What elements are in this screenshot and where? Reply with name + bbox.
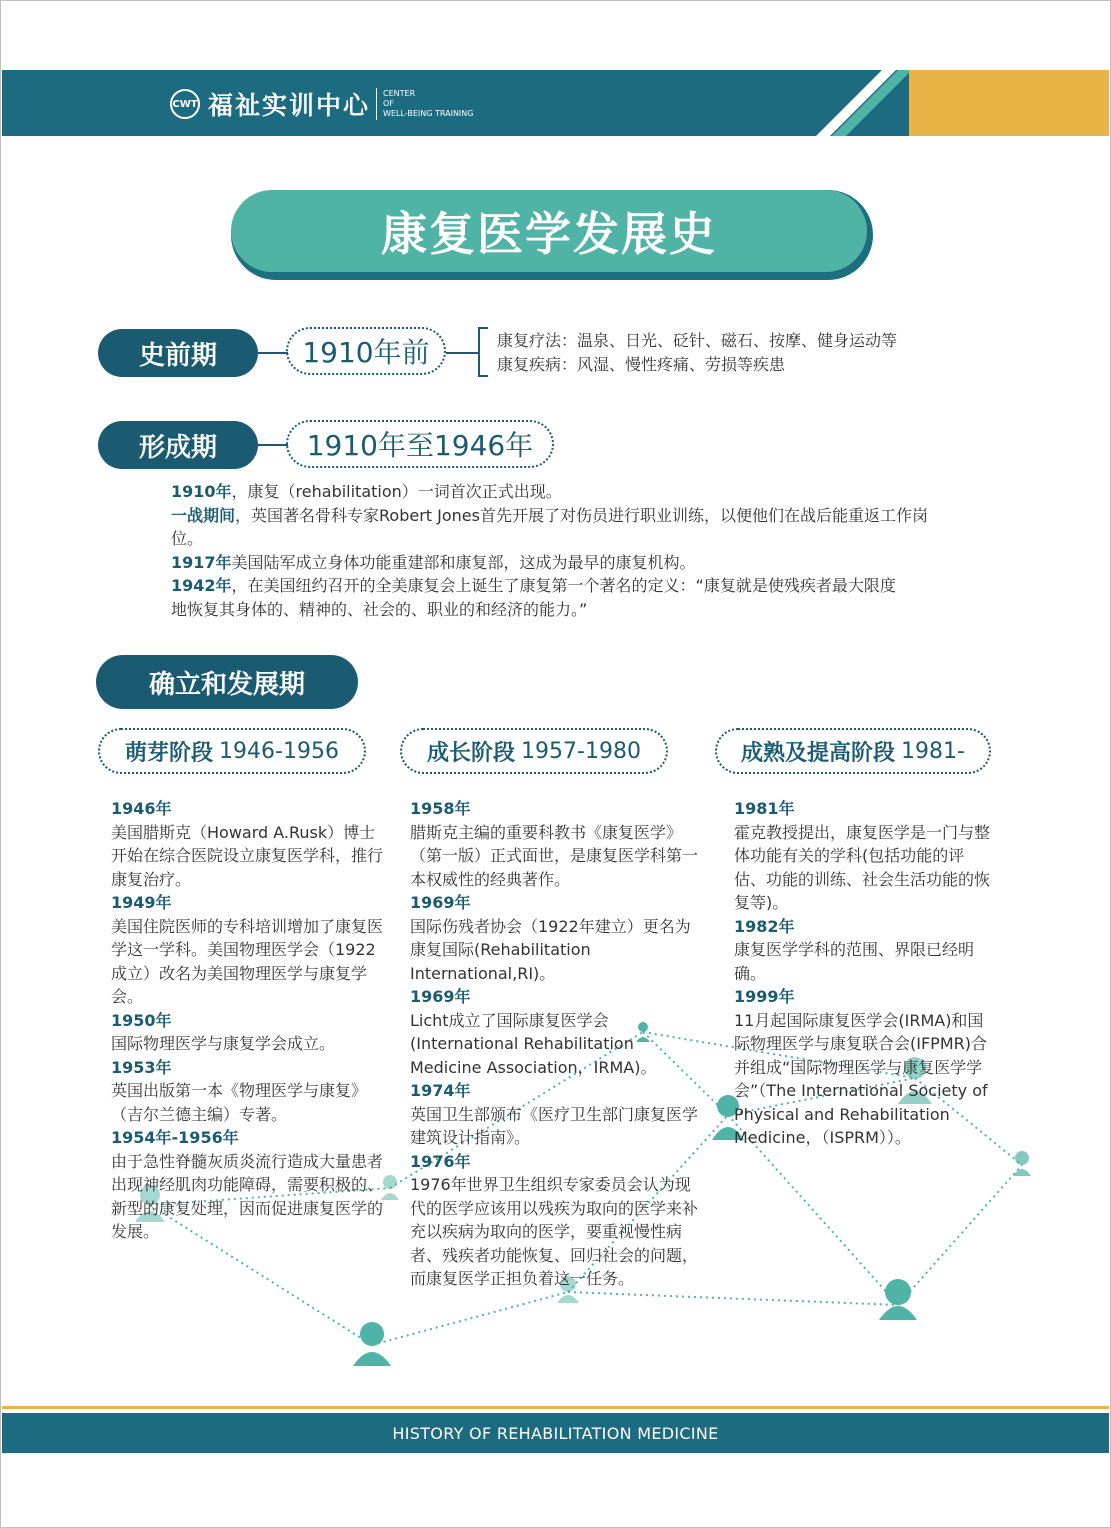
prehistoric-description: 康复疗法：温泉、日光、砭针、磁石、按摩、健身运动等 康复疾病：风湿、慢性疼痛、劳损等疾患 — [497, 331, 898, 374]
event-year: 1946年 — [111, 799, 172, 818]
event-text: 美国住院医师的专科培训增加了康复医学这一学科。美国物理医学会（1922成立）改名为美国物理医学与康复学会。 — [111, 916, 384, 1006]
event-text: 英国卫生部颁布《医疗卫生部门康复医学建筑设计指南》。 — [410, 1104, 699, 1147]
event-text: 国际物理医学与康复学会成立。 — [111, 1034, 336, 1053]
section-label-development: 确立和发展期 — [96, 655, 358, 709]
event-text: 康复医学学科的范围、界限已经明确。 — [734, 940, 975, 983]
event-text: 1976年世界卫生组织专家委员会认为现代的医学应该用以残疾为取向的医学来补充以疾病为取向的医学，要重视慢性病者、残疾者功能恢复、回归社会的问题，而康复医学正担负着这一任务。 — [410, 1175, 699, 1288]
event-year: 1969年 — [410, 893, 471, 912]
date-pill-prehistoric: 1910年前 — [286, 327, 446, 375]
stage-pill-growth: 成长阶段 1957-1980 — [400, 728, 668, 774]
event-year: 1958年 — [410, 799, 471, 818]
formation-text: 1910年，康复（rehabilitation）一词首次正式出现。 一战期间，英国著名骨科专家Robert Jones首先开展了对伤员进行职业训练，以便他们在战后能重返工作岗位。 1917年美国陆军成立身体功能重建部和康复部，这成为最早的康复机构。 1942年，在美国纽约召开的全美康复会上诞生了康复第一个著名的定义：“康复就是使残疾者最大限度地恢复其身体的、精神的、社会的、职业的和经济的能力。” — [171, 482, 928, 619]
event-year: 1950年 — [111, 1010, 172, 1030]
stage-pill-budding: 萌芽阶段 1946-1956 — [98, 728, 366, 774]
footer-accent-line — [2, 1406, 1109, 1409]
event-year: 1999年 — [734, 987, 795, 1006]
page-title: 康复医学发展史 — [231, 190, 867, 272]
event-text: 英国出版第一本《物理医学与康复》（吉尔兰德主编）专著。 — [111, 1081, 368, 1124]
event-year: 1982年 — [734, 916, 795, 936]
stage-column-growth — [410, 797, 698, 1291]
footer-banner: HISTORY OF REHABILITATION MEDICINE — [2, 1413, 1109, 1453]
event-year: 1969年 — [410, 987, 471, 1006]
event-year: 1981年 — [734, 799, 795, 818]
logo-mark-icon: CWT — [170, 89, 200, 119]
event-text: 美国腊斯克（Howard A.Rusk）博士开始在综合医院设立康复医学科，推行康复治疗。 — [111, 822, 384, 889]
person-icon — [879, 1279, 917, 1320]
event-year: 1974年 — [410, 1081, 471, 1100]
logo-text: 福祉实训中心 — [208, 91, 371, 120]
event-text: 腊斯克主编的重要科教书《康复医学》（第一版）正式面世，是康复医学科第一本权威性的经典著作。 — [410, 822, 699, 889]
stage-column-maturity — [734, 797, 994, 1150]
event-text: Licht成立了国际康复医学会(International Rehabilitation Medicine Association，IRMA)。 — [410, 1010, 657, 1077]
event-year: 1953年 — [111, 1057, 172, 1077]
event-year: 1949年 — [111, 893, 172, 912]
event-text: 由于急性脊髓灰质炎流行造成大量患者出现神经肌肉功能障碍，需要积极的、新型的康复处理，因而促进康复医学的发展。 — [111, 1151, 384, 1241]
logo-english: CENTER OF WELL-BEING TRAINING — [383, 89, 474, 118]
date-pill-formation: 1910年至1946年 — [286, 420, 554, 468]
event-text: 11月起国际康复医学会(IRMA)和国际物理医学与康复联合会(IFPMR)合并组成“国际物理医学与康复医学学会”（The International Society of Physical and Rehabilitation Medicine，（ISPRM））。 — [734, 1010, 988, 1147]
event-year: 1954年-1956年 — [111, 1128, 239, 1147]
event-text: 国际伤残者协会（1922年建立）更名为康复国际(Rehabilitation International,RI)。 — [410, 916, 691, 983]
person-icon — [353, 1322, 391, 1366]
stage-column-budding — [111, 797, 383, 1244]
section-label-prehistoric: 史前期 — [98, 329, 258, 377]
event-text: 霍克教授提出，康复医学是一门与整体功能有关的学科(包括功能的评估、功能的训练、社会生活功能的恢复等)。 — [734, 822, 991, 912]
person-icon — [1013, 1151, 1031, 1176]
section-label-formation: 形成期 — [98, 421, 258, 469]
event-year: 1976年 — [410, 1151, 471, 1171]
stage-pill-maturity: 成熟及提高阶段 1981- — [715, 728, 991, 774]
